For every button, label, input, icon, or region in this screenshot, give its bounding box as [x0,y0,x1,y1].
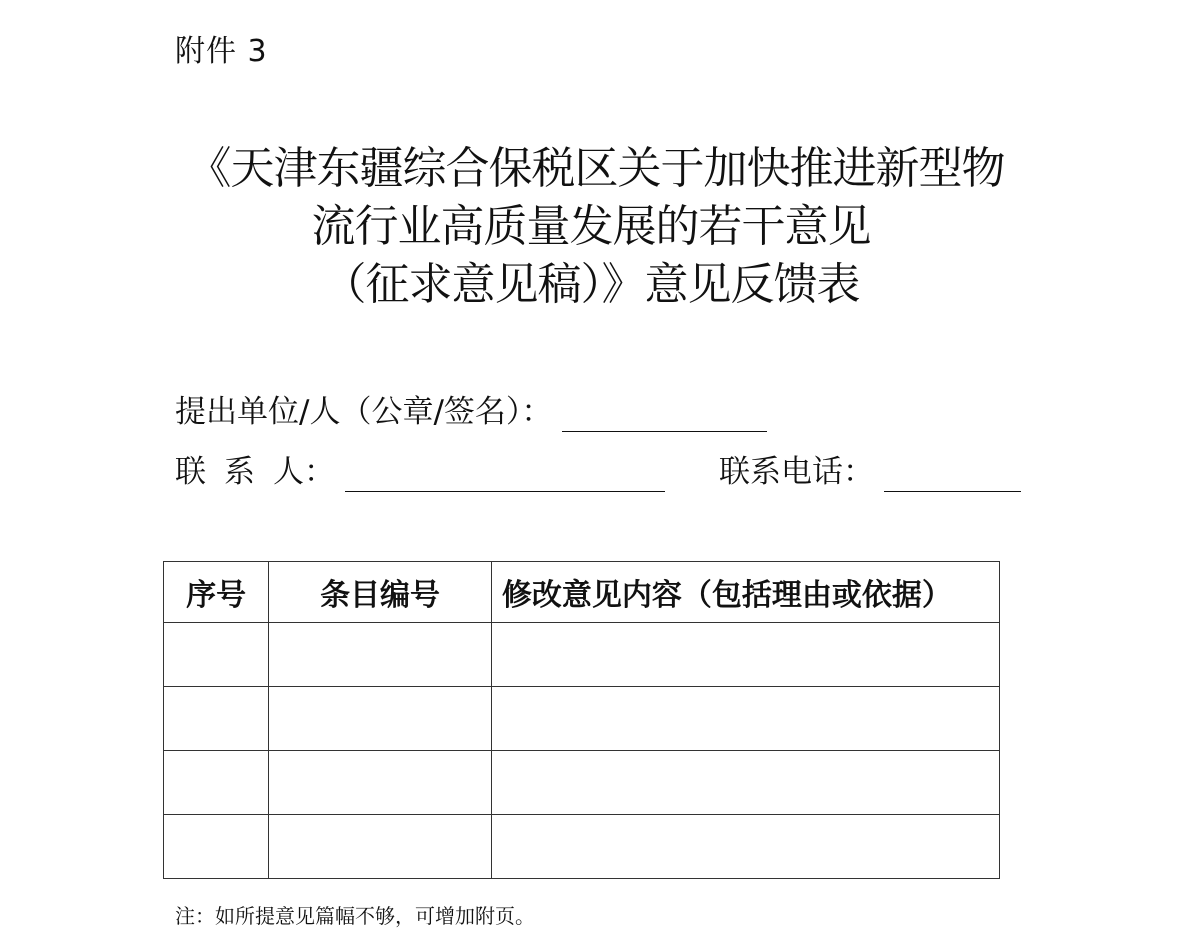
cell-content[interactable] [491,687,999,751]
cell-content[interactable] [491,623,999,687]
cell-seq[interactable] [164,623,269,687]
header-item-number: 条目编号 [269,562,492,623]
title-line-1: 《天津东疆综合保税区关于加快推进新型物 [187,143,1005,194]
submitter-blank[interactable] [562,397,767,432]
cell-content[interactable] [491,815,999,879]
document-title [0,140,1182,314]
table-header-row [164,562,1000,623]
title-line-2: 流行业高质量发展的若干意见 [311,201,871,252]
phone-label: 联系电话： [719,454,874,490]
contact-blank[interactable] [345,457,665,492]
cell-item-number[interactable] [269,687,492,751]
submitter-label: 提出单位/人（公章/签名）： [175,394,553,430]
cell-item-number[interactable] [269,751,492,815]
attachment-label: 附件 3 [175,34,268,69]
table-row [164,815,1000,879]
submitter-row [175,392,767,432]
contact-label-char-2: 系 [224,454,255,490]
table-row [164,751,1000,815]
contact-row [175,452,665,492]
contact-label-char-1: 联 [175,454,206,490]
table-row [164,687,1000,751]
phone-blank[interactable] [884,457,1021,492]
cell-seq[interactable] [164,751,269,815]
footnote: 注：如所提意见篇幅不够，可增加附页。 [175,904,535,928]
cell-seq[interactable] [164,815,269,879]
cell-item-number[interactable] [269,623,492,687]
contact-label-char-3: 人： [273,454,335,490]
feedback-table [163,561,1000,879]
cell-item-number[interactable] [269,815,492,879]
cell-content[interactable] [491,751,999,815]
table-row [164,623,1000,687]
phone-row [719,452,1021,492]
title-line-3: （征求意见稿）》意见反馈表 [322,259,860,310]
cell-seq[interactable] [164,687,269,751]
header-seq: 序号 [164,562,269,623]
header-content: 修改意见内容（包括理由或依据） [491,562,999,623]
